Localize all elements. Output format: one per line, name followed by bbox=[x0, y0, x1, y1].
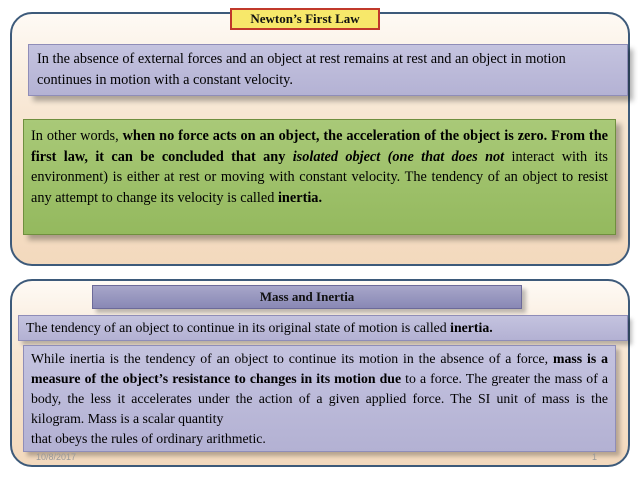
mass-explanation-text-2: to a force. The greater the mass of a body, the less it accelerates under the action of a given applied force. The SI unit of mass is the kilogram. Mass is a scalar quantity bbox=[31, 371, 608, 426]
slide-page-number: 1 bbox=[592, 452, 598, 462]
inertia-term: inertia. bbox=[277, 189, 323, 206]
inertia-definition-text: The tendency of an object to continue in its original state of motion is called bbox=[26, 320, 451, 335]
first-law-definition bbox=[28, 44, 628, 96]
newtons-first-law-title: Newton’s First Law bbox=[230, 8, 380, 30]
inertia-definition bbox=[18, 315, 628, 341]
mass-explanation bbox=[23, 345, 616, 452]
explanation-text-bold: when no force acts on an object, the acceleration of the object is zero. From the first law, it can be concluded that any bbox=[31, 128, 608, 165]
inertia-definition-term: inertia. bbox=[450, 320, 493, 335]
first-law-definition-text: In the absence of external forces and an object at rest remains at rest and an object in motion continues in motion with a constant velocity. bbox=[37, 51, 566, 88]
mass-and-inertia-title: Mass and Inertia bbox=[92, 285, 522, 309]
explanation-text-1: In other words, bbox=[31, 128, 123, 144]
first-law-explanation bbox=[23, 119, 616, 235]
slide-date: 10/8/2017 bbox=[36, 452, 77, 462]
explanation-text-bold-italic: isolated object (one that does not bbox=[292, 148, 505, 165]
mass-explanation-bold: mass is a measure of the object’s resistance to changes in its motion due bbox=[31, 351, 608, 386]
mass-explanation-text-1: While inertia is the tendency of an object to continue its motion in the absence of a force, bbox=[31, 351, 553, 366]
mass-explanation-text-3: that obeys the rules of ordinary arithmetic. bbox=[31, 431, 266, 446]
explanation-text-2: interact with its environment) is either at rest or moving with constant velocity. The tendency of an object to resist any attempt to change its velocity is called bbox=[31, 148, 608, 206]
